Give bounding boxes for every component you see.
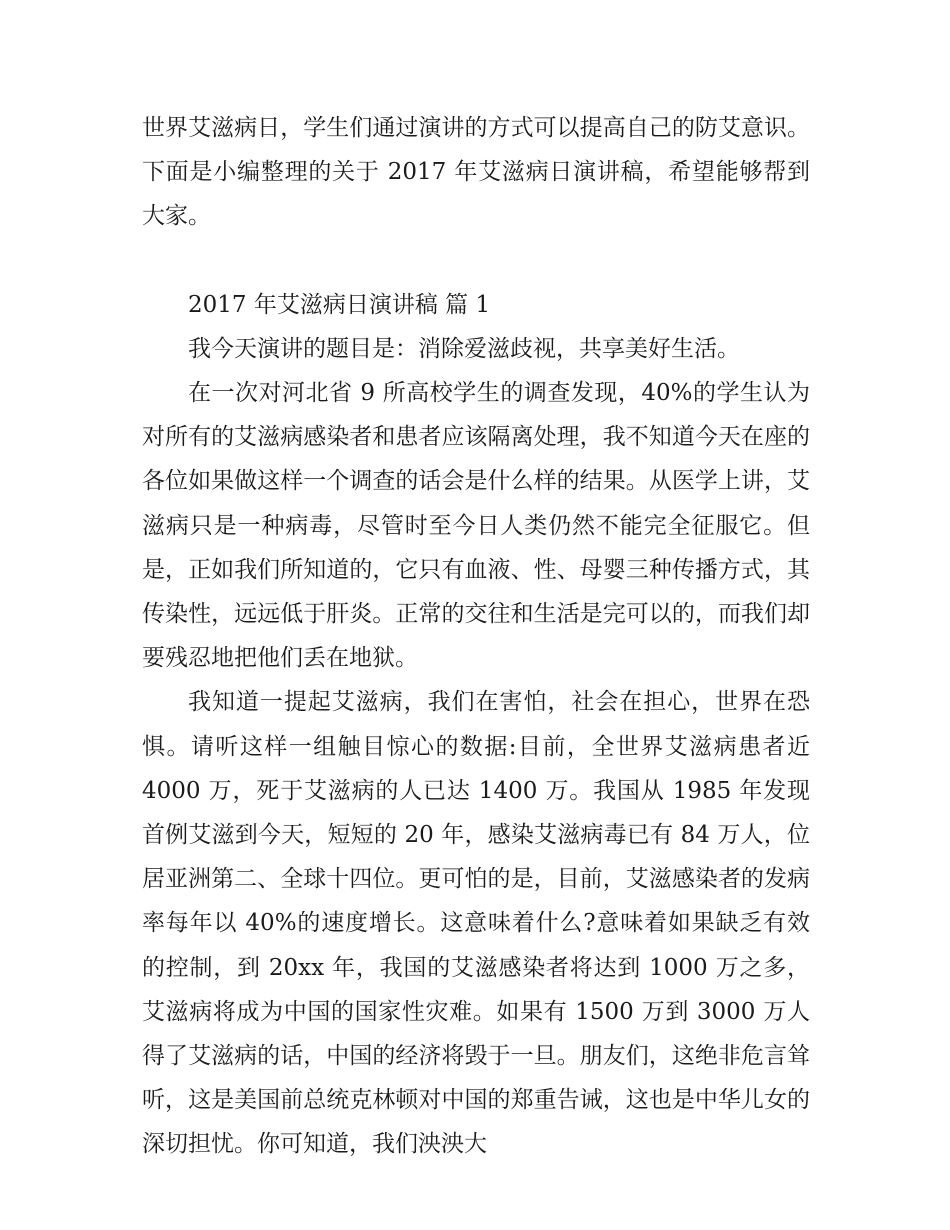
document-body: [142, 106, 810, 1167]
paragraph-spacer: [142, 239, 810, 283]
survey-paragraph: 在一次对河北省 9 所高校学生的调查发现，40%的学生认为对所有的艾滋病感染者和患者应该隔离处理，我不知道今天在座的各位如果做这样一个调查的话会是什么样的结果。从医学上讲，艾滋病只是一种病毒，尽管时至今日人类仍然不能完全征服它。但是，正如我们所知道的，它只有血液、性、母婴三种传播方式，其传染性，远远低于肝炎。正常的交往和生活是完可以的，而我们却要残忍地把他们丢在地狱。: [142, 380, 810, 672]
intro-paragraph: 世界艾滋病日，学生们通过演讲的方式可以提高自己的防艾意识。下面是小编整理的关于 2017 年艾滋病日演讲稿，希望能够帮到大家。: [142, 115, 810, 230]
section-title: 2017 年艾滋病日演讲稿 篇 1: [188, 291, 491, 318]
statistics-paragraph: 我知道一提起艾滋病，我们在害怕，社会在担心，世界在恐惧。请听这样一组触目惊心的数据:目前，全世界艾滋病患者近 4000 万，死于艾滋病的人已达 1400 万。我国从 1985 年发现首例艾滋到今天，短短的 20 年，感染艾滋病毒已有 84 万人，位居亚洲第二、全球十四位。更可怕的是，目前，艾滋感染者的发病率每年以 40%的速度增长。这意味着什么?意味着如果缺乏有效的控制，到 20xx 年，我国的艾滋感染者将达到 1000 万之多，艾滋病将成为中国的国家性灾难。如果有 1500 万到 3000 万人得了艾滋病的话，中国的经济将毁于一旦。朋友们，这绝非危言耸听，这是美国前总统克林顿对中国的郑重告诫，这也是中华儿女的深切担忧。你可知道，我们泱泱大: [142, 689, 810, 1158]
speech-topic-paragraph: 我今天演讲的题目是：消除爱滋歧视，共享美好生活。: [188, 335, 740, 362]
